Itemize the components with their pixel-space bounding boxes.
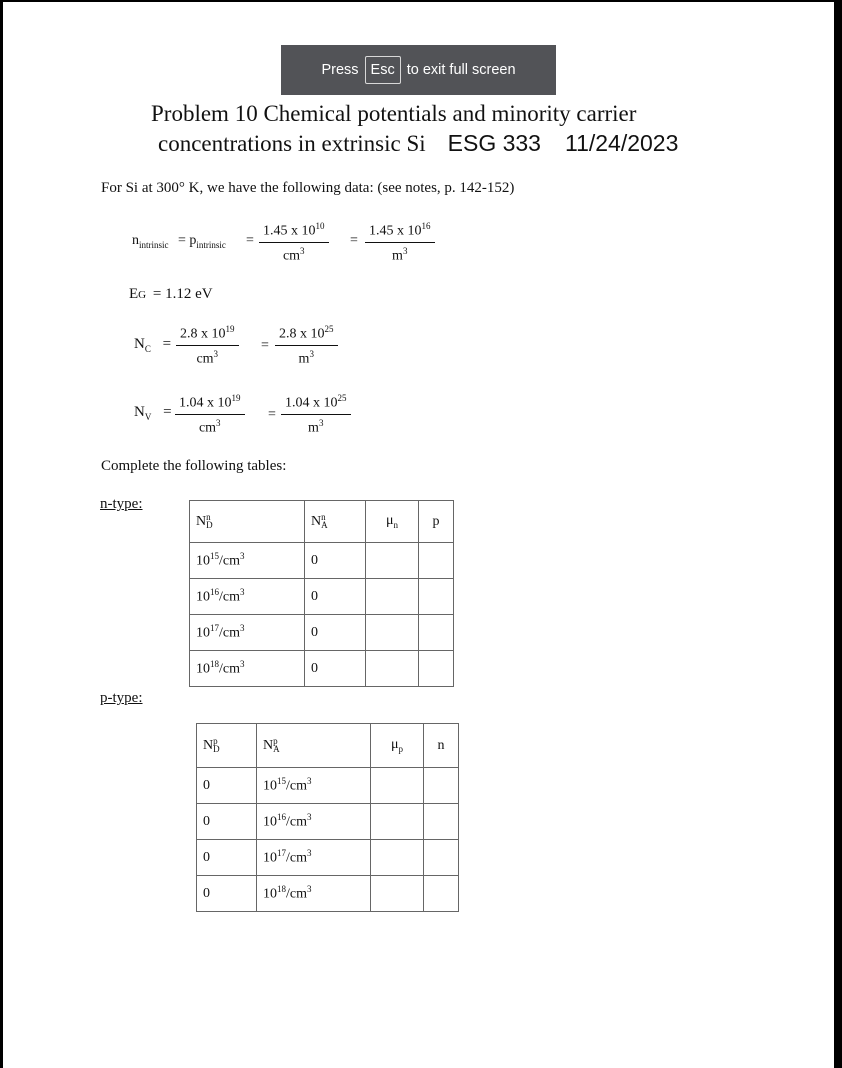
p-type-label: p-type: bbox=[100, 690, 143, 706]
nv-label bbox=[134, 404, 172, 422]
header-mu-p: $\mu_p$ bbox=[371, 724, 424, 768]
fraction-denominator: cm bbox=[198, 420, 217, 436]
nv-sub: V bbox=[144, 412, 152, 422]
mu-p-input-cell[interactable] bbox=[371, 876, 424, 912]
n-input-cell[interactable] bbox=[424, 804, 459, 840]
header-na: Nn A bbox=[305, 501, 366, 543]
exponent: 16 bbox=[421, 221, 431, 231]
table-row bbox=[190, 543, 454, 579]
document-page bbox=[3, 2, 834, 1068]
banner-pre: Press bbox=[321, 62, 359, 78]
fraction-numerator: 1.45 x 10 bbox=[263, 223, 316, 239]
title-line2-wrap bbox=[158, 130, 678, 157]
nc-fraction-cm bbox=[176, 324, 239, 367]
nd-cell: 0 bbox=[197, 768, 257, 804]
fraction-numerator: 1.45 x 10 bbox=[369, 223, 422, 239]
equals-sign: = bbox=[268, 407, 276, 422]
exponent: 25 bbox=[337, 393, 347, 403]
nc-symbol: N bbox=[134, 336, 145, 352]
nc-label bbox=[134, 336, 171, 354]
table-row bbox=[190, 579, 454, 615]
fraction-denominator: m bbox=[298, 351, 310, 367]
na-cell: $10^{16}/cm^3$ bbox=[257, 804, 371, 840]
exponent: 25 bbox=[324, 324, 334, 334]
banner-post: to exit full screen bbox=[406, 62, 516, 78]
complete-instruction: Complete the following tables: bbox=[101, 458, 287, 474]
table-header-row bbox=[197, 724, 459, 768]
fraction-numerator: 2.8 x 10 bbox=[180, 326, 226, 342]
mu-n-input-cell[interactable] bbox=[366, 615, 419, 651]
exponent: 19 bbox=[231, 393, 241, 403]
fraction-denominator: m bbox=[392, 248, 403, 264]
header-mu-n: $\mu_n$ bbox=[366, 501, 419, 543]
equals-sign: = bbox=[162, 336, 172, 352]
n-intrinsic-fraction-cm bbox=[259, 221, 329, 264]
nd-cell: $10^{15}/cm^3$ bbox=[190, 543, 305, 579]
nd-cell: $10^{17}/cm^3$ bbox=[190, 615, 305, 651]
exponent: 3 bbox=[213, 348, 219, 359]
table-row bbox=[190, 615, 454, 651]
header-nd: Nn D bbox=[190, 501, 305, 543]
nv-symbol: N bbox=[134, 404, 145, 420]
n-intrinsic-sub: intrinsic bbox=[139, 239, 169, 250]
nd-cell: 0 bbox=[197, 840, 257, 876]
table-row bbox=[197, 876, 459, 912]
table-row bbox=[197, 840, 459, 876]
header-na: Np A bbox=[257, 724, 371, 768]
fraction-numerator: 1.04 x 10 bbox=[179, 395, 232, 411]
mu-n-input-cell[interactable] bbox=[366, 543, 419, 579]
p-input-cell[interactable] bbox=[419, 615, 454, 651]
exponent: 3 bbox=[300, 245, 305, 256]
course-code: ESG 333 bbox=[447, 130, 541, 156]
header-p: p bbox=[419, 501, 454, 543]
n-intrinsic-lhs bbox=[132, 233, 226, 250]
equals-p: = p bbox=[178, 233, 197, 248]
mu-n-input-cell[interactable] bbox=[366, 579, 419, 615]
title-line1: Problem 10 Chemical potentials and minority carrier bbox=[151, 101, 637, 126]
n-input-cell[interactable] bbox=[424, 768, 459, 804]
equals-sign: = bbox=[350, 233, 358, 248]
equals-sign: = bbox=[261, 338, 269, 353]
na-cell: 0 bbox=[305, 651, 366, 687]
p-input-cell[interactable] bbox=[419, 543, 454, 579]
header-n: n bbox=[424, 724, 459, 768]
n-type-table bbox=[189, 500, 454, 687]
exponent: 10 bbox=[315, 221, 325, 231]
nd-cell: $10^{16}/cm^3$ bbox=[190, 579, 305, 615]
mu-p-input-cell[interactable] bbox=[371, 840, 424, 876]
nv-fraction-m bbox=[281, 393, 351, 436]
nv-fraction-cm bbox=[175, 393, 245, 436]
na-cell: $10^{18}/cm^3$ bbox=[257, 876, 371, 912]
equals-sign: = bbox=[163, 404, 172, 420]
mu-p-input-cell[interactable] bbox=[371, 804, 424, 840]
table-header-row bbox=[190, 501, 454, 543]
title-line2: concentrations in extrinsic Si bbox=[158, 131, 426, 156]
exponent: 19 bbox=[225, 324, 235, 334]
table-row bbox=[197, 768, 459, 804]
na-cell: 0 bbox=[305, 543, 366, 579]
fullscreen-banner bbox=[281, 45, 556, 95]
mu-p-input-cell[interactable] bbox=[371, 768, 424, 804]
na-cell: 0 bbox=[305, 579, 366, 615]
intro-text: For Si at 300° K, we have the following data: (see notes, p. 142-152) bbox=[101, 180, 515, 196]
date: 11/24/2023 bbox=[564, 130, 679, 156]
eg-label: E bbox=[129, 286, 139, 302]
fraction-denominator: m bbox=[308, 420, 319, 436]
fraction-numerator: 1.04 x 10 bbox=[285, 395, 338, 411]
header-nd: Np D bbox=[197, 724, 257, 768]
nd-cell: $10^{18}/cm^3$ bbox=[190, 651, 305, 687]
equals-sign: = bbox=[246, 233, 254, 248]
nd-cell: 0 bbox=[197, 876, 257, 912]
nc-sub: C bbox=[144, 344, 151, 354]
nc-fraction-m bbox=[275, 324, 338, 367]
fraction-denominator: cm bbox=[196, 351, 214, 367]
exponent: 3 bbox=[318, 417, 324, 428]
esc-key-badge: Esc bbox=[365, 56, 401, 84]
n-intrinsic-fraction-m bbox=[365, 221, 435, 264]
p-intrinsic-sub: intrinsic bbox=[196, 239, 226, 250]
eg-sub: G bbox=[138, 289, 147, 301]
nd-cell: 0 bbox=[197, 804, 257, 840]
table-row bbox=[190, 651, 454, 687]
na-cell: $10^{15}/cm^3$ bbox=[257, 768, 371, 804]
p-input-cell[interactable] bbox=[419, 651, 454, 687]
exponent: 3 bbox=[402, 245, 408, 256]
mu-n-input-cell[interactable] bbox=[366, 651, 419, 687]
fraction-denominator: cm bbox=[282, 248, 301, 264]
eg-value: = 1.12 eV bbox=[152, 286, 213, 302]
p-type-table bbox=[196, 723, 459, 912]
exponent: 3 bbox=[309, 348, 314, 359]
p-input-cell[interactable] bbox=[419, 579, 454, 615]
fraction-numerator: 2.8 x 10 bbox=[279, 326, 325, 342]
n-type-label: n-type: bbox=[100, 496, 143, 512]
na-cell: 0 bbox=[305, 615, 366, 651]
exponent: 3 bbox=[216, 417, 221, 428]
na-cell: $10^{17}/cm^3$ bbox=[257, 840, 371, 876]
table-row bbox=[197, 804, 459, 840]
band-gap-line bbox=[129, 286, 213, 303]
n-symbol: n bbox=[132, 233, 139, 248]
n-input-cell[interactable] bbox=[424, 876, 459, 912]
n-input-cell[interactable] bbox=[424, 840, 459, 876]
